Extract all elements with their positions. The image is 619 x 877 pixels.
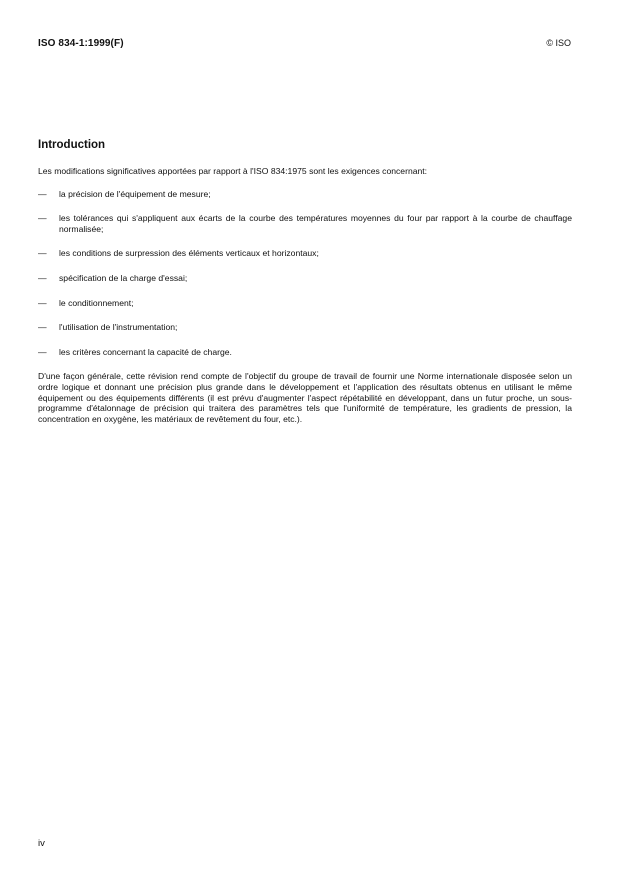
- list-item-text: l'utilisation de l'instrumentation;: [59, 322, 178, 333]
- dash-bullet: —: [38, 272, 47, 283]
- list-item: [38, 248, 572, 259]
- body-paragraph: D'une façon générale, cette révision rend compte de l'objectif du groupe de travail de fournir une Norme internationale disposée selon un ordre logique et donnant une précision plus grande dans le développement et l'application des résultats obtenus en utilisant le même équipement ou des équipements différents (il est prévu d'augmenter l'aspect répétabilité en développant, dans un futur proche, un sous-programme d'étalonnage de précision qui traitera des paramètres tels que l'uniformité de température, les gradients de pression, la concentration en oxygène, les matériaux de revêtement du four, etc.).: [38, 371, 572, 424]
- page-number: iv: [38, 838, 45, 849]
- document-id: ISO 834-1:1999(F): [38, 38, 124, 49]
- list-item: [38, 273, 572, 284]
- list-item: [38, 347, 572, 358]
- list-item-text: la précision de l'équipement de mesure;: [59, 188, 211, 199]
- list-item: [38, 322, 572, 333]
- dash-bullet: —: [38, 213, 47, 224]
- copyright-notice: © ISO: [546, 38, 571, 48]
- section-title: Introduction: [38, 139, 106, 151]
- list-item: [38, 189, 572, 200]
- list-item-text: les tolérances qui s'appliquent aux écarts de la courbe des températures moyennes du four par rapport à la courbe de chauffage normalisée;: [59, 213, 572, 234]
- dash-bullet: —: [38, 297, 47, 308]
- dash-bullet: —: [38, 346, 47, 357]
- section-body: [38, 166, 572, 424]
- list-item: [38, 213, 572, 234]
- dash-bullet: —: [38, 188, 47, 199]
- list-item: [38, 298, 572, 309]
- dash-bullet: —: [38, 248, 47, 259]
- list-item-text: spécification de la charge d'essai;: [59, 272, 188, 283]
- list-item-text: le conditionnement;: [59, 297, 134, 308]
- intro-text: Les modifications significatives apportées par rapport à l'ISO 834:1975 sont les exigences concernant:: [38, 166, 428, 176]
- list-item-text: les critères concernant la capacité de charge.: [59, 346, 232, 357]
- list-item-text: les conditions de surpression des éléments verticaux et horizontaux;: [59, 248, 319, 259]
- dash-bullet: —: [38, 322, 47, 333]
